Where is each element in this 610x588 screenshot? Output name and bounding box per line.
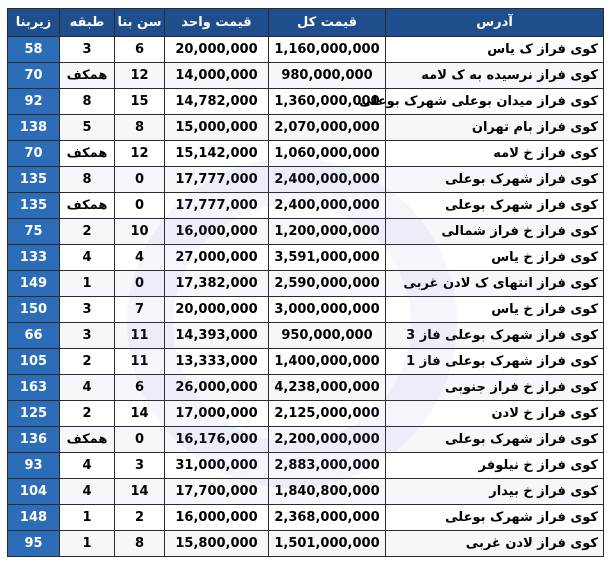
cell-total-price: 4,238,000,000 [269, 375, 386, 401]
listing-table-container [7, 8, 603, 557]
cell-zirbana: 70 [8, 63, 60, 89]
cell-unit-price: 17,777,000 [165, 167, 269, 193]
cell-tabaghe: همکف [60, 63, 115, 89]
table-row [8, 453, 604, 479]
cell-address: کوی فراز خ بیدار [386, 479, 604, 505]
cell-address: کوی فراز شهرک بوعلی [386, 505, 604, 531]
table-header-row [8, 9, 604, 37]
cell-unit-price: 15,142,000 [165, 141, 269, 167]
cell-zirbana: 66 [8, 323, 60, 349]
cell-tabaghe: 3 [60, 37, 115, 63]
cell-address: کوی فراز شهرک بوعلی فاز 1 [386, 349, 604, 375]
table-body [8, 37, 604, 557]
cell-address: کوی فراز انتهای ک لادن غربی [386, 271, 604, 297]
table-row [8, 297, 604, 323]
cell-address: کوی فراز شهرک بوعلی [386, 427, 604, 453]
cell-unit-price: 27,000,000 [165, 245, 269, 271]
cell-address: کوی فراز بام تهران [386, 115, 604, 141]
cell-senbana: 12 [115, 141, 165, 167]
cell-total-price: 950,000,000 [269, 323, 386, 349]
cell-zirbana: 133 [8, 245, 60, 271]
cell-zirbana: 95 [8, 531, 60, 557]
cell-zirbana: 92 [8, 89, 60, 115]
cell-total-price: 2,400,000,000 [269, 167, 386, 193]
cell-total-price: 1,160,000,000 [269, 37, 386, 63]
table-row [8, 63, 604, 89]
header-senbana: سن بنا [115, 9, 165, 37]
cell-senbana: 3 [115, 453, 165, 479]
cell-address: کوی فراز خ لادن [386, 401, 604, 427]
cell-tabaghe: 8 [60, 89, 115, 115]
cell-tabaghe: 2 [60, 219, 115, 245]
property-listing-table [7, 8, 604, 557]
cell-address: کوی فراز میدان بوعلی شهرک بوعلی [386, 89, 604, 115]
cell-zirbana: 163 [8, 375, 60, 401]
cell-tabaghe: 1 [60, 531, 115, 557]
cell-zirbana: 150 [8, 297, 60, 323]
cell-address: کوی فراز خ نیلوفر [386, 453, 604, 479]
table-row [8, 479, 604, 505]
cell-tabaghe: همکف [60, 427, 115, 453]
cell-senbana: 15 [115, 89, 165, 115]
cell-total-price: 2,400,000,000 [269, 193, 386, 219]
cell-unit-price: 17,700,000 [165, 479, 269, 505]
cell-senbana: 0 [115, 193, 165, 219]
cell-tabaghe: 1 [60, 271, 115, 297]
cell-total-price: 2,200,000,000 [269, 427, 386, 453]
table-row [8, 115, 604, 141]
cell-unit-price: 20,000,000 [165, 37, 269, 63]
cell-address: کوی فراز شهرک بوعلی [386, 167, 604, 193]
cell-total-price: 2,590,000,000 [269, 271, 386, 297]
cell-senbana: 2 [115, 505, 165, 531]
table-row [8, 427, 604, 453]
cell-unit-price: 14,782,000 [165, 89, 269, 115]
table-row [8, 271, 604, 297]
cell-zirbana: 93 [8, 453, 60, 479]
cell-tabaghe: 4 [60, 453, 115, 479]
cell-senbana: 0 [115, 167, 165, 193]
cell-zirbana: 75 [8, 219, 60, 245]
cell-unit-price: 17,000,000 [165, 401, 269, 427]
cell-zirbana: 105 [8, 349, 60, 375]
cell-address: کوی فراز نرسیده به ک لامه [386, 63, 604, 89]
cell-total-price: 2,368,000,000 [269, 505, 386, 531]
header-address: آدرس [386, 9, 604, 37]
cell-tabaghe: همکف [60, 193, 115, 219]
cell-senbana: 12 [115, 63, 165, 89]
table-row [8, 167, 604, 193]
cell-total-price: 2,125,000,000 [269, 401, 386, 427]
cell-zirbana: 135 [8, 193, 60, 219]
cell-address: کوی فراز ک یاس [386, 37, 604, 63]
table-row [8, 245, 604, 271]
cell-tabaghe: 5 [60, 115, 115, 141]
cell-unit-price: 15,800,000 [165, 531, 269, 557]
cell-senbana: 11 [115, 323, 165, 349]
header-zirbana: زیربنا [8, 9, 60, 37]
table-row [8, 141, 604, 167]
cell-senbana: 0 [115, 271, 165, 297]
cell-senbana: 14 [115, 401, 165, 427]
cell-senbana: 10 [115, 219, 165, 245]
cell-total-price: 2,070,000,000 [269, 115, 386, 141]
cell-tabaghe: 2 [60, 349, 115, 375]
cell-unit-price: 13,333,000 [165, 349, 269, 375]
cell-senbana: 6 [115, 375, 165, 401]
cell-zirbana: 149 [8, 271, 60, 297]
cell-tabaghe: 4 [60, 245, 115, 271]
header-total-price: قیمت کل [269, 9, 386, 37]
table-row [8, 37, 604, 63]
cell-unit-price: 16,000,000 [165, 219, 269, 245]
cell-unit-price: 15,000,000 [165, 115, 269, 141]
cell-address: کوی فراز خ یاس [386, 245, 604, 271]
cell-tabaghe: 8 [60, 167, 115, 193]
cell-total-price: 1,060,000,000 [269, 141, 386, 167]
cell-address: کوی فراز لادن غربی [386, 531, 604, 557]
table-row [8, 375, 604, 401]
cell-senbana: 8 [115, 531, 165, 557]
cell-address: کوی فراز شهرک بوعلی [386, 193, 604, 219]
cell-senbana: 14 [115, 479, 165, 505]
cell-zirbana: 104 [8, 479, 60, 505]
cell-senbana: 4 [115, 245, 165, 271]
cell-address: کوی فراز خ لامه [386, 141, 604, 167]
cell-tabaghe: 1 [60, 505, 115, 531]
cell-zirbana: 70 [8, 141, 60, 167]
cell-total-price: 980,000,000 [269, 63, 386, 89]
cell-tabaghe: 4 [60, 479, 115, 505]
cell-unit-price: 26,000,000 [165, 375, 269, 401]
cell-senbana: 8 [115, 115, 165, 141]
table-row [8, 193, 604, 219]
cell-unit-price: 20,000,000 [165, 297, 269, 323]
cell-total-price: 1,501,000,000 [269, 531, 386, 557]
cell-address: کوی فراز خ فراز شمالی [386, 219, 604, 245]
table-row [8, 323, 604, 349]
cell-senbana: 7 [115, 297, 165, 323]
table-row [8, 89, 604, 115]
cell-senbana: 6 [115, 37, 165, 63]
table-row [8, 531, 604, 557]
cell-unit-price: 14,000,000 [165, 63, 269, 89]
table-row [8, 349, 604, 375]
cell-total-price: 1,840,800,000 [269, 479, 386, 505]
cell-zirbana: 58 [8, 37, 60, 63]
table-row [8, 219, 604, 245]
cell-unit-price: 16,176,000 [165, 427, 269, 453]
cell-total-price: 3,591,000,000 [269, 245, 386, 271]
cell-total-price: 1,200,000,000 [269, 219, 386, 245]
cell-unit-price: 17,777,000 [165, 193, 269, 219]
cell-zirbana: 136 [8, 427, 60, 453]
cell-zirbana: 125 [8, 401, 60, 427]
cell-unit-price: 17,382,000 [165, 271, 269, 297]
cell-address: کوی فراز خ فراز جنوبی [386, 375, 604, 401]
cell-total-price: 3,000,000,000 [269, 297, 386, 323]
cell-unit-price: 16,000,000 [165, 505, 269, 531]
cell-zirbana: 148 [8, 505, 60, 531]
cell-total-price: 1,400,000,000 [269, 349, 386, 375]
table-row [8, 401, 604, 427]
cell-tabaghe: همکف [60, 141, 115, 167]
cell-unit-price: 31,000,000 [165, 453, 269, 479]
cell-zirbana: 138 [8, 115, 60, 141]
cell-senbana: 0 [115, 427, 165, 453]
cell-zirbana: 135 [8, 167, 60, 193]
table-row [8, 505, 604, 531]
cell-tabaghe: 3 [60, 323, 115, 349]
cell-tabaghe: 3 [60, 297, 115, 323]
header-tabaghe: طبقه [60, 9, 115, 37]
cell-total-price: 1,360,000,000 [269, 89, 386, 115]
cell-address: کوی فراز شهرک بوعلی فاز 3 [386, 323, 604, 349]
cell-tabaghe: 4 [60, 375, 115, 401]
cell-senbana: 11 [115, 349, 165, 375]
header-unit-price: قیمت واحد [165, 9, 269, 37]
cell-total-price: 2,883,000,000 [269, 453, 386, 479]
cell-unit-price: 14,393,000 [165, 323, 269, 349]
cell-address: کوی فراز خ یاس [386, 297, 604, 323]
cell-tabaghe: 2 [60, 401, 115, 427]
